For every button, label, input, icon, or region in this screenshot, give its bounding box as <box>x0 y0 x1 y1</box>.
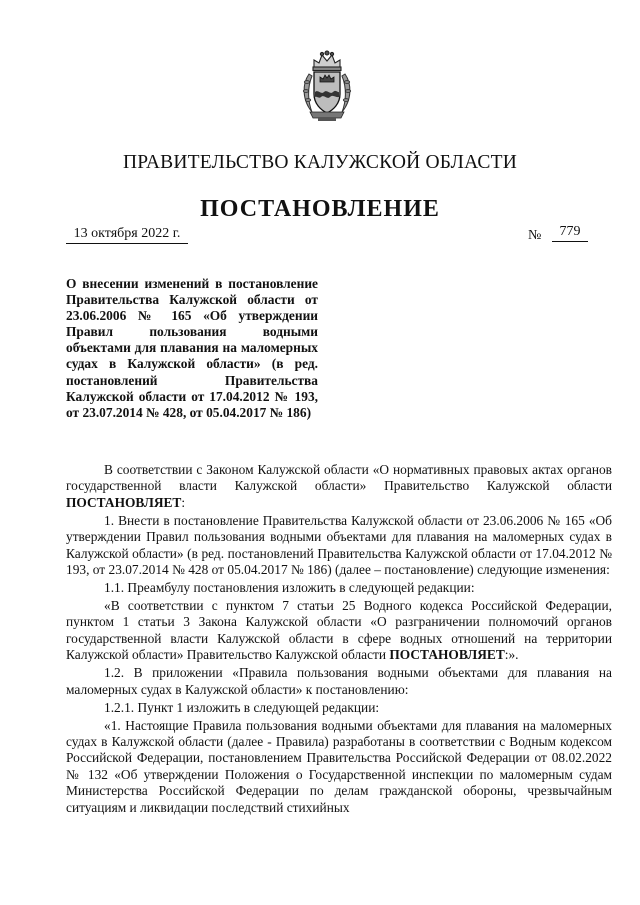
resolves-keyword: ПОСТАНОВЛЯЕТ <box>66 494 182 510</box>
number-label: № <box>528 228 542 243</box>
document-type-title: ПОСТАНОВЛЕНИЕ <box>200 196 440 222</box>
document-subject: О внесении изменений в постановление Правительства Калужской области от 23.06.2006 № 165 «Об утверждении Правил пользования водными объектами для плавания на маломерных судах в Калужской области» (в ред. постановлений Правительства Калужской области от 17.04.2012 № 193, от 23.07.2014 № 428, от 05.04.2017 № 186) <box>66 276 318 420</box>
document-date: 13 октября 2022 г. <box>66 226 188 244</box>
paragraph-text: «В соответствии с пунктом 7 статьи 25 Водного кодекса Российской Федерации, пунктом 1 статьи 3 Закона Калужской области «О разграничении полномочий органов государственной власти Калужской области в сфере водных отношений на территории Калужской области» Правительство Калужской области <box>66 598 612 663</box>
paragraph-1-1: 1.1. Преамбулу постановления изложить в следующей редакции: <box>104 580 475 596</box>
document-number: 779 <box>552 224 588 242</box>
document-body <box>66 462 612 818</box>
paragraph-1: 1. Внести в постановление Правительства Калужской области от 23.06.2006 № 165 «Об утверждении Правил пользования водными объектами для плавания на маломерных судах в Калужской области» (в ред. постановлений Правительства Калужской области от 17.04.2012 № 193, от 23.07.2014 № 428 от 05.04.2017 № 186) (далее – постановление) следующие изменения: <box>66 512 612 578</box>
paragraph-preamble <box>66 462 612 511</box>
paragraph-1-2-1: 1.2.1. Пункт 1 изложить в следующей редакции: <box>104 699 380 715</box>
paragraph-quoted-preamble <box>66 598 612 664</box>
resolves-keyword: ПОСТАНОВЛЯЕТ <box>389 647 505 663</box>
paragraph-text: В соответствии с Законом Калужской области «О нормативных правовых актах органов государственной власти Калужской области» Правительство Калужской области <box>66 462 612 494</box>
paragraph-quoted-rule-1: «1. Настоящие Правила пользования водными объектами для плавания на маломерных судах в Калужской области (далее - Правила) разработаны в соответствии с Водным кодексом Российской Федерации, постановлением Правительства Российской Федерации от 08.02.2022 № 132 «Об утверждении Положения о Государственной инспекции по маломерным судам Министерства Российской Федерации по делам гражданской обороны, чрезвычайным ситуациям и ликвидации последствий стихийных <box>66 717 612 815</box>
punctuation: : <box>181 494 186 510</box>
coat-of-arms-emblem <box>300 48 354 124</box>
punctuation: :». <box>504 647 519 663</box>
government-title: ПРАВИТЕЛЬСТВО КАЛУЖСКОЙ ОБЛАСТИ <box>123 152 517 173</box>
paragraph-1-2: 1.2. В приложении «Правила пользования водными объектами для плавания на маломерных судах в Калужской области» к постановлению: <box>66 665 612 697</box>
